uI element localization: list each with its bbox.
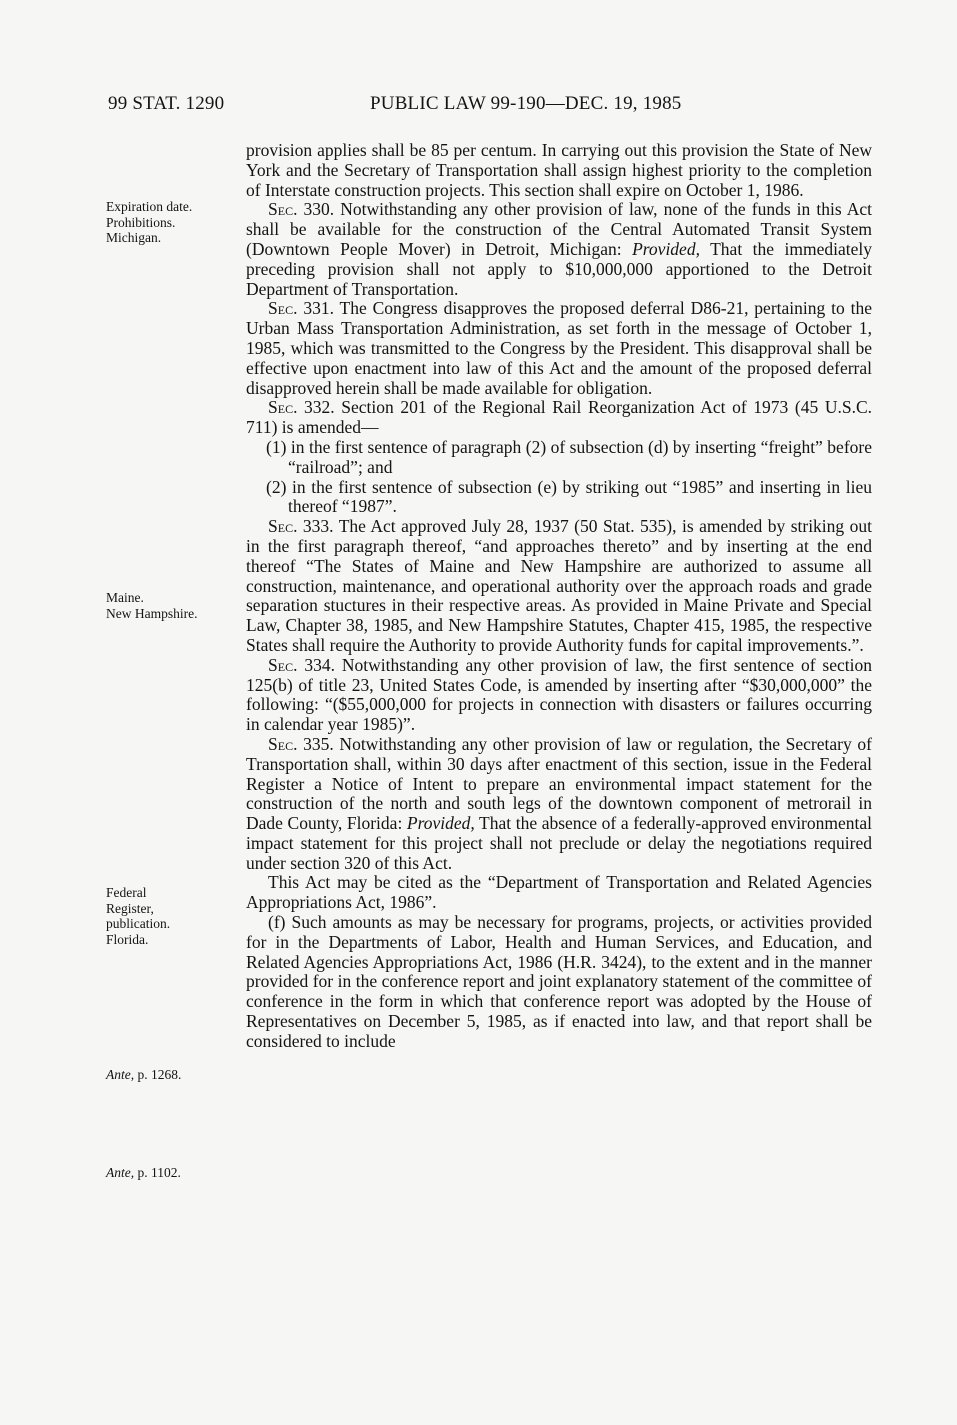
section-330: [246, 200, 872, 299]
margin-note-line: Maine.: [106, 590, 144, 605]
margin-note-line: New Hampshire.: [106, 605, 198, 621]
sec-label: Sec.: [268, 397, 298, 418]
short-title-citation: This Act may be cited as the “Department of Transportation and Related Agencies Appropriations Act, 1986”.: [246, 872, 872, 913]
section-333: [246, 517, 872, 656]
margin-note-line: Florida.: [106, 931, 149, 947]
ante-label: Ante,: [106, 1165, 135, 1180]
margin-note-line: Michigan.: [106, 230, 162, 245]
sec-text: 330. Notwithstanding any other provision of law, none of the funds in this Act shall be available for the construction of the Central Automated Transit System (Downtown People Mover) in Detroit, Michigan:: [246, 199, 872, 259]
margin-note-line: Federal: [106, 885, 147, 900]
section-332-item-1: (1) in the first sentence of paragraph (2) of subsection (d) by inserting “freight” before “railroad”; and: [266, 436, 872, 477]
sec-text: That the absence of a federally-approved environmental impact statement for this project shall not preclude or delay the negotiations required under section 320 of this Act.: [246, 813, 873, 873]
section-332-item-2: (2) in the first sentence of subsection (e) by striking out “1985” and inserting in lieu thereof “1987”.: [266, 476, 872, 517]
sec-label: Sec.: [268, 516, 298, 537]
sec-label: Sec.: [268, 199, 298, 220]
sec-text: 334. Notwithstanding any other provision of law, the first sentence of section 125(b) of title 23, United States Code, is amended by inserting after “$30,000,000” the following: “($55,000,000 for projects in connection with disasters or failures occurring in calendar year 1985)”.: [246, 654, 872, 735]
section-334: [246, 656, 872, 735]
margin-note-ante-1268: [106, 1067, 246, 1083]
margin-note-line: Expiration date.: [106, 199, 193, 214]
margin-note-line: publication.: [106, 916, 171, 931]
margin-note-line: Register,: [106, 900, 154, 916]
margin-note-federal-register: [106, 885, 246, 947]
margin-note-expiration: [106, 199, 246, 246]
section-335: [246, 735, 872, 874]
sec-text: 333. The Act approved July 28, 1937 (50 Stat. 535), is amended by striking out in the first paragraph thereof, “and approaches thereto” and by inserting at the end thereof “The States of Maine and New Hampshire are authorized to assume all construction, maintenance, and operational authority over the approach roads and grade separation stuctures in their respective areas. As provided in Maine Private and Special Law, Chapter 38, 1985, and New Hampshire Statutes, Chapter 415, 1985, the respective States shall require the Authority to provide Authority funds for capital improvements.”.: [246, 516, 872, 655]
statute-body: [246, 141, 872, 1052]
sec-label: Sec.: [268, 733, 298, 754]
stat-page-number: 99 STAT. 1290: [108, 93, 225, 114]
sec-text: 335. Notwithstanding any other provision of law or regulation, the Secretary of Transportation shall, within 30 days after enactment of this section, issue in the Federal Register a Notice of Intent to prepare an environmental impact statement for the construction of the north and south legs of the downtown component of metrorail in Dade County, Florida:: [246, 733, 872, 834]
margin-note-ante-1102: [106, 1165, 246, 1181]
sec-text: 331. The Congress disapproves the proposed deferral D86-21, pertaining to the Urban Mass Transportation Administration, as set forth in the message of October 1, 1985, which was transmitted to the Congress by the President. This disapproval shall be effective upon enactment into law of this Act and the amount of the proposed deferral disapproved herein shall be made available for obligation.: [246, 298, 872, 398]
section-331: [246, 299, 872, 398]
sec-label: Sec.: [268, 654, 298, 675]
ante-ref: p. 1102.: [137, 1165, 181, 1180]
sec-text: That the immediately preceding provision shall not apply to $10,000,000 apportioned to the Detroit Department of Transportation.: [246, 238, 872, 299]
ante-ref: p. 1268.: [137, 1067, 182, 1082]
public-law-title: PUBLIC LAW 99-190—DEC. 19, 1985: [370, 93, 682, 114]
sec-label: Sec.: [268, 298, 298, 319]
section-332: [246, 398, 872, 438]
page-header: [108, 93, 828, 117]
provided-italic: Provided,: [406, 813, 475, 834]
margin-note-line: Prohibitions.: [106, 214, 176, 230]
ante-label: Ante,: [106, 1067, 135, 1082]
margin-note-maine: [106, 590, 246, 621]
paragraph-continued: provision applies shall be 85 per centum. In carrying out this provision the State of New York and the Secretary of Transportation shall assign highest priority to the completion of Interstate construction projects. This section shall expire on October 1, 1986.: [246, 140, 872, 200]
subsection-f: (f) Such amounts as may be necessary for programs, projects, or activities provided for in the Departments of Labor, Health and Human Services, and Education, and Related Agencies Appropriations Act, 1986 (H.R. 3424), to the extent and in the manner provided for in the conference report and joint explanatory statement of the committee of conference in the form in which that conference report was adopted by the House of Representatives on December 5, 1985, as if enacted into law, and that report shall be considered to include: [246, 912, 872, 1051]
provided-italic: Provided,: [632, 238, 700, 259]
sec-text: 332. Section 201 of the Regional Rail Reorganization Act of 1973 (45 U.S.C. 711) is amended—: [246, 397, 872, 438]
